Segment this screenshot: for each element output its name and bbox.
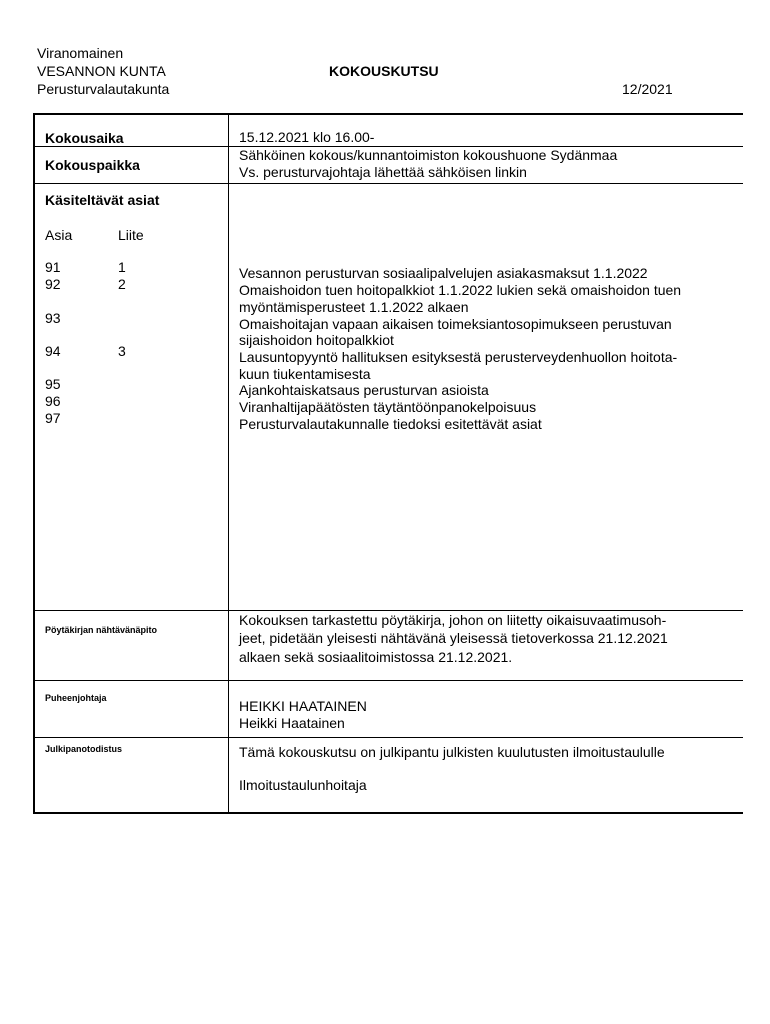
meeting-table	[33, 113, 743, 814]
agenda-item-number: 92	[45, 276, 61, 292]
document-type: KOKOUSKUTSU	[329, 63, 439, 79]
column-divider	[228, 113, 229, 814]
agenda-col-item: Asia	[45, 227, 73, 243]
meeting-place-value: Sähköinen kokous/kunnantoimiston kokoushuone Sydänmaa	[239, 147, 618, 163]
agenda-col-attachment: Liite	[118, 227, 144, 243]
board-name: Perusturvalautakunta	[37, 81, 170, 97]
row-divider	[33, 610, 743, 611]
agenda-item-title: Omaishoitajan vapaan aikaisen toimeksiantosopimukseen perustuvan	[239, 316, 672, 332]
meeting-time-label: Kokousaika	[45, 130, 124, 146]
agenda-item-title: Lausuntopyyntö hallituksen esityksestä perusterveydenhuollon hoitota-	[239, 349, 678, 365]
chair-name: Heikki Haatainen	[239, 715, 345, 731]
agenda-item-number: 91	[45, 259, 61, 275]
agenda-item-title-cont: kuun tiukentamisesta	[239, 366, 371, 382]
publication-label: Julkipanotodistus	[45, 744, 123, 754]
meeting-time-value: 15.12.2021 klo 16.00-	[239, 129, 375, 145]
agenda-item-title: Perusturvalautakunnalle tiedoksi esitettävät asiat	[239, 416, 542, 432]
agenda-item-title: Vesannon perusturvan sosiaalipalvelujen asiakasmaksut 1.1.2022	[239, 265, 648, 281]
agenda-item-attachment: 2	[118, 276, 126, 292]
row-divider	[33, 183, 743, 184]
publication-signer: Ilmoitustaulunhoitaja	[239, 777, 367, 793]
agenda-item-title-cont: myöntämisperusteet 1.1.2022 alkaen	[239, 299, 469, 315]
agenda-item-number: 96	[45, 393, 61, 409]
minutes-text-line: Kokouksen tarkastettu pöytäkirja, johon on liitetty oikaisuvaatimusoh-	[239, 612, 667, 628]
minutes-text-line: alkaen sekä sosiaalitoimistossa 21.12.2021.	[239, 649, 513, 665]
agenda-item-number: 95	[45, 376, 61, 392]
chair-label: Puheenjohtaja	[45, 693, 107, 703]
meeting-place-label: Kokouspaikka	[45, 157, 140, 173]
document-number: 12/2021	[622, 81, 673, 97]
agenda-item-number: 94	[45, 343, 61, 359]
municipality-name: VESANNON KUNTA	[37, 63, 166, 79]
row-divider	[33, 737, 743, 738]
minutes-text-line: jeet, pidetään yleisesti nähtävänä yleisessä tietoverkossa 21.12.2021	[239, 630, 668, 646]
meeting-link-note: Vs. perusturvajohtaja lähettää sähköisen linkin	[239, 164, 527, 180]
row-divider	[33, 680, 743, 681]
agenda-item-number: 93	[45, 310, 61, 326]
authority-label: Viranomainen	[37, 45, 124, 61]
agenda-section-label: Käsiteltävät asiat	[45, 192, 160, 208]
agenda-item-attachment: 3	[118, 343, 126, 359]
publication-text: Tämä kokouskutsu on julkipantu julkisten kuulutusten ilmoitustaululle	[239, 744, 665, 760]
agenda-item-number: 97	[45, 410, 61, 426]
chair-name-upper: HEIKKI HAATAINEN	[239, 698, 367, 714]
minutes-label: Pöytäkirjan nähtävänäpito	[45, 625, 158, 635]
agenda-item-title: Viranhaltijapäätösten täytäntöönpanokelpoisuus	[239, 399, 537, 415]
agenda-item-title-cont: sijaishoidon hoitopalkkiot	[239, 332, 394, 348]
agenda-item-title: Ajankohtaiskatsaus perusturvan asioista	[239, 382, 489, 398]
agenda-item-attachment: 1	[118, 259, 126, 275]
agenda-item-title: Omaishoidon tuen hoitopalkkiot 1.1.2022 lukien sekä omaishoidon tuen	[239, 282, 682, 298]
